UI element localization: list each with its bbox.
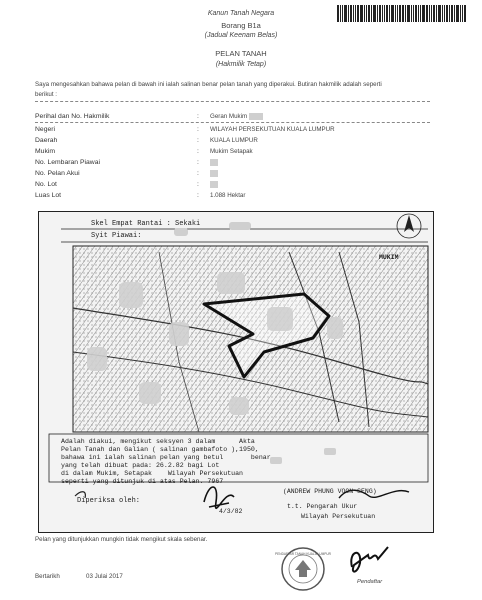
divider bbox=[35, 101, 430, 102]
lot-label: No. Lot bbox=[35, 181, 57, 188]
redaction bbox=[119, 282, 143, 308]
land-plan bbox=[38, 211, 434, 533]
colon: : bbox=[197, 148, 199, 155]
page-title: PELAN TANAH bbox=[215, 49, 267, 58]
redaction bbox=[210, 181, 218, 188]
cert-line: bahawa ini ialah salinan pelan yang betul benar bbox=[61, 454, 271, 461]
intro-text bbox=[35, 80, 435, 100]
page-subtitle: (Hakmilik Tetap) bbox=[215, 61, 267, 68]
mukim-value: Mukim Setapak bbox=[210, 148, 253, 155]
seal-emblem bbox=[295, 560, 311, 577]
colon: : bbox=[197, 159, 199, 166]
cert-line: Adalah diakui, mengikut seksyen 3 dalam Akta bbox=[61, 438, 255, 445]
redaction bbox=[169, 322, 189, 346]
officer-name: (ANDREW PHUNG VOON SENG) bbox=[283, 488, 377, 495]
colon: : bbox=[197, 113, 199, 120]
scale-note: Pelan yang ditunjukkan mungkin tidak mengikut skala sebenar. bbox=[35, 536, 208, 543]
negeri-value: WILAYAH PERSEKUTUAN KUALA LUMPUR bbox=[210, 126, 335, 133]
date-value: 03 Julai 2017 bbox=[86, 573, 123, 580]
signature-date: 4/3/82 bbox=[219, 508, 243, 515]
negeri-label: Negeri bbox=[35, 126, 56, 133]
redaction bbox=[229, 222, 251, 230]
inspected-by-label: Diperiksa oleh: bbox=[77, 497, 141, 505]
redaction bbox=[249, 113, 263, 120]
officer-office: Wilayah Persekutuan bbox=[301, 513, 376, 520]
colon: : bbox=[197, 137, 199, 144]
redaction bbox=[210, 170, 218, 177]
daerah-value: KUALA LUMPUR bbox=[210, 137, 258, 144]
officer-title: t.t. Pengarah Ukur bbox=[287, 503, 358, 510]
pelan-akui-label: No. Pelan Akui bbox=[35, 170, 80, 177]
date-label: Bertarikh bbox=[35, 573, 60, 580]
form-number: Borang B1a bbox=[221, 21, 261, 30]
act-name: Kanun Tanah Negara bbox=[207, 10, 275, 17]
lembaran-value bbox=[210, 159, 218, 166]
redaction bbox=[267, 307, 293, 331]
lot-value bbox=[210, 181, 218, 188]
lembaran-label: No. Lembaran Piawai bbox=[35, 159, 100, 166]
mukim-label: Mukim bbox=[35, 148, 56, 155]
registrar-seal-icon bbox=[275, 546, 331, 592]
cert-line: seperti yang ditunjuk di atas Pelan. 7967 bbox=[61, 478, 224, 485]
plan-scale: Skel Empat Rantai : Sekaki bbox=[91, 220, 201, 228]
map-mukim-label: MUKIM bbox=[379, 254, 399, 261]
perihal-value bbox=[210, 113, 263, 120]
signature-stroke bbox=[351, 547, 388, 572]
registrar-signature bbox=[344, 541, 394, 577]
cert-line: yang telah dibuat pada: 26.2.82 bagi Lot bbox=[61, 462, 220, 469]
north-arrow-pointer bbox=[404, 215, 414, 232]
redaction bbox=[270, 457, 282, 464]
luas-value: 1.088 Hektar bbox=[210, 192, 246, 199]
redaction bbox=[210, 159, 218, 166]
registrar-label: Pendaftar bbox=[357, 579, 383, 585]
divider bbox=[35, 122, 430, 123]
intro-line-1: Saya mengesahkan bahawa pelan di bawah ini ialah salinan benar pelan tanah yang diperakui. Butiran hakmilik adalah seperti bbox=[35, 81, 382, 88]
schedule-label: (Jadual Keenam Belas) bbox=[204, 32, 278, 39]
luas-label: Luas Lot bbox=[35, 192, 62, 199]
pelan-akui-value bbox=[210, 170, 218, 177]
colon: : bbox=[197, 192, 199, 199]
redaction bbox=[174, 228, 188, 236]
plan-sheet: Syit Piawai: bbox=[91, 232, 142, 240]
cert-line: di dalam Mukim, Setapak Wilayah Persekutuan bbox=[61, 470, 244, 477]
redaction bbox=[139, 382, 161, 404]
seal-text: PENDAFTAR TANAH KUALA LUMPUR bbox=[275, 552, 331, 556]
perihal-label: Perihal dan No. Hakmilik bbox=[35, 113, 110, 120]
redaction bbox=[324, 448, 336, 455]
certification-text bbox=[61, 438, 271, 486]
inspector-signature bbox=[204, 487, 234, 508]
perihal-value-text: Geran Mukim bbox=[210, 113, 248, 121]
intro-line-2: berikut : bbox=[35, 91, 58, 98]
redaction bbox=[217, 272, 245, 294]
colon: : bbox=[197, 181, 199, 188]
redaction bbox=[229, 397, 249, 415]
cert-line: Pelan Tanah dan Galian ( salinan gambafoto ),1950, bbox=[61, 446, 259, 453]
colon: : bbox=[197, 126, 199, 133]
colon: : bbox=[197, 170, 199, 177]
redaction bbox=[87, 347, 107, 371]
daerah-label: Daerah bbox=[35, 137, 58, 144]
redaction bbox=[327, 317, 343, 339]
